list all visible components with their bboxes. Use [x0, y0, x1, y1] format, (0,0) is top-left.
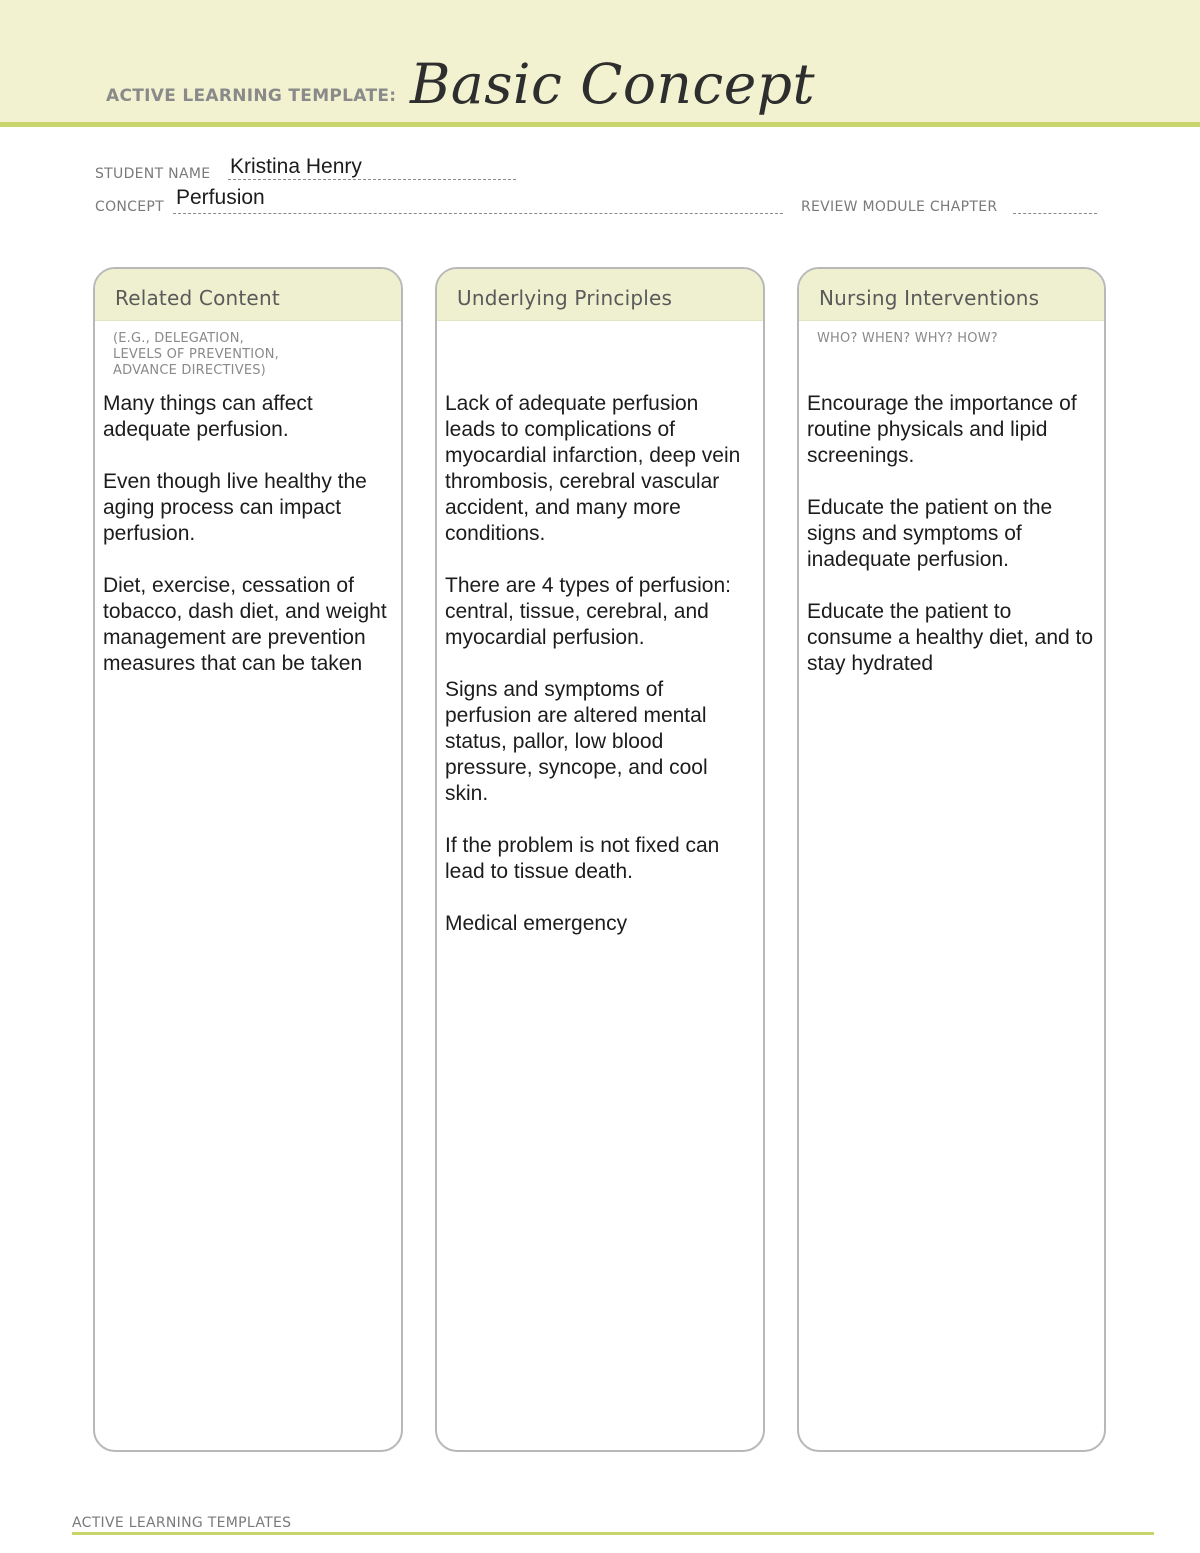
concept-label: CONCEPT — [95, 199, 164, 215]
underlying-paragraph: Medical emergency — [445, 912, 628, 935]
related-subtitle-line: (E.G., DELEGATION, — [113, 331, 244, 346]
student-name-field[interactable]: Kristina Henry — [230, 155, 362, 178]
review-module-label: REVIEW MODULE CHAPTER — [801, 199, 998, 215]
underlying-principles-subtitle — [437, 321, 763, 389]
nursing-paragraph: Educate the patient to consume a healthy diet, and to stay hydrated — [807, 600, 1094, 675]
review-module-field[interactable] — [1013, 213, 1097, 214]
related-subtitle-line: ADVANCE DIRECTIVES) — [113, 363, 266, 378]
concept-field[interactable]: Perfusion — [176, 186, 265, 209]
underlying-principles-panel — [435, 267, 765, 1452]
concept-line — [173, 213, 783, 214]
underlying-principles-title: Underlying Principles — [437, 269, 763, 321]
related-content-body[interactable] — [95, 389, 401, 677]
nursing-interventions-subtitle — [799, 321, 1104, 389]
underlying-paragraph: Lack of adequate perfusion leads to complications of myocardial infarction, deep vein thrombosis, cerebral vascular accident, and many more conditions. — [445, 392, 741, 545]
related-subtitle-line: LEVELS OF PREVENTION, — [113, 347, 280, 362]
nursing-interventions-panel — [797, 267, 1106, 1452]
nursing-interventions-body[interactable] — [799, 389, 1104, 677]
footer-label: ACTIVE LEARNING TEMPLATES — [72, 1515, 292, 1531]
related-paragraph: Diet, exercise, cessation of tobacco, dash diet, and weight management are prevention measures that can be taken — [103, 574, 387, 675]
student-name-line — [228, 179, 516, 180]
related-paragraph: Many things can affect adequate perfusion. — [103, 392, 313, 441]
underlying-paragraph: If the problem is not fixed can lead to tissue death. — [445, 834, 720, 883]
related-paragraph: Even though live healthy the aging process can impact perfusion. — [103, 470, 367, 545]
student-name-label: STUDENT NAME — [95, 166, 211, 182]
header-rule — [0, 122, 1200, 127]
nursing-paragraph: Educate the patient on the signs and symptoms of inadequate perfusion. — [807, 496, 1053, 571]
nursing-paragraph: Encourage the importance of routine physicals and lipid screenings. — [807, 392, 1077, 467]
related-content-panel — [93, 267, 403, 1452]
template-title: Basic Concept — [410, 52, 816, 116]
footer-rule — [72, 1532, 1154, 1535]
related-content-title: Related Content — [95, 269, 401, 321]
underlying-principles-body[interactable] — [437, 389, 763, 937]
related-content-subtitle — [95, 321, 401, 389]
nursing-interventions-title: Nursing Interventions — [799, 269, 1104, 321]
nursing-subtitle-line: WHO? WHEN? WHY? HOW? — [817, 331, 998, 346]
underlying-paragraph: Signs and symptoms of perfusion are altered mental status, pallor, low blood pressure, syncope, and cool skin. — [445, 678, 708, 805]
underlying-paragraph: There are 4 types of perfusion: central, tissue, cerebral, and myocardial perfusion. — [445, 574, 731, 649]
template-label: ACTIVE LEARNING TEMPLATE: — [106, 86, 397, 106]
